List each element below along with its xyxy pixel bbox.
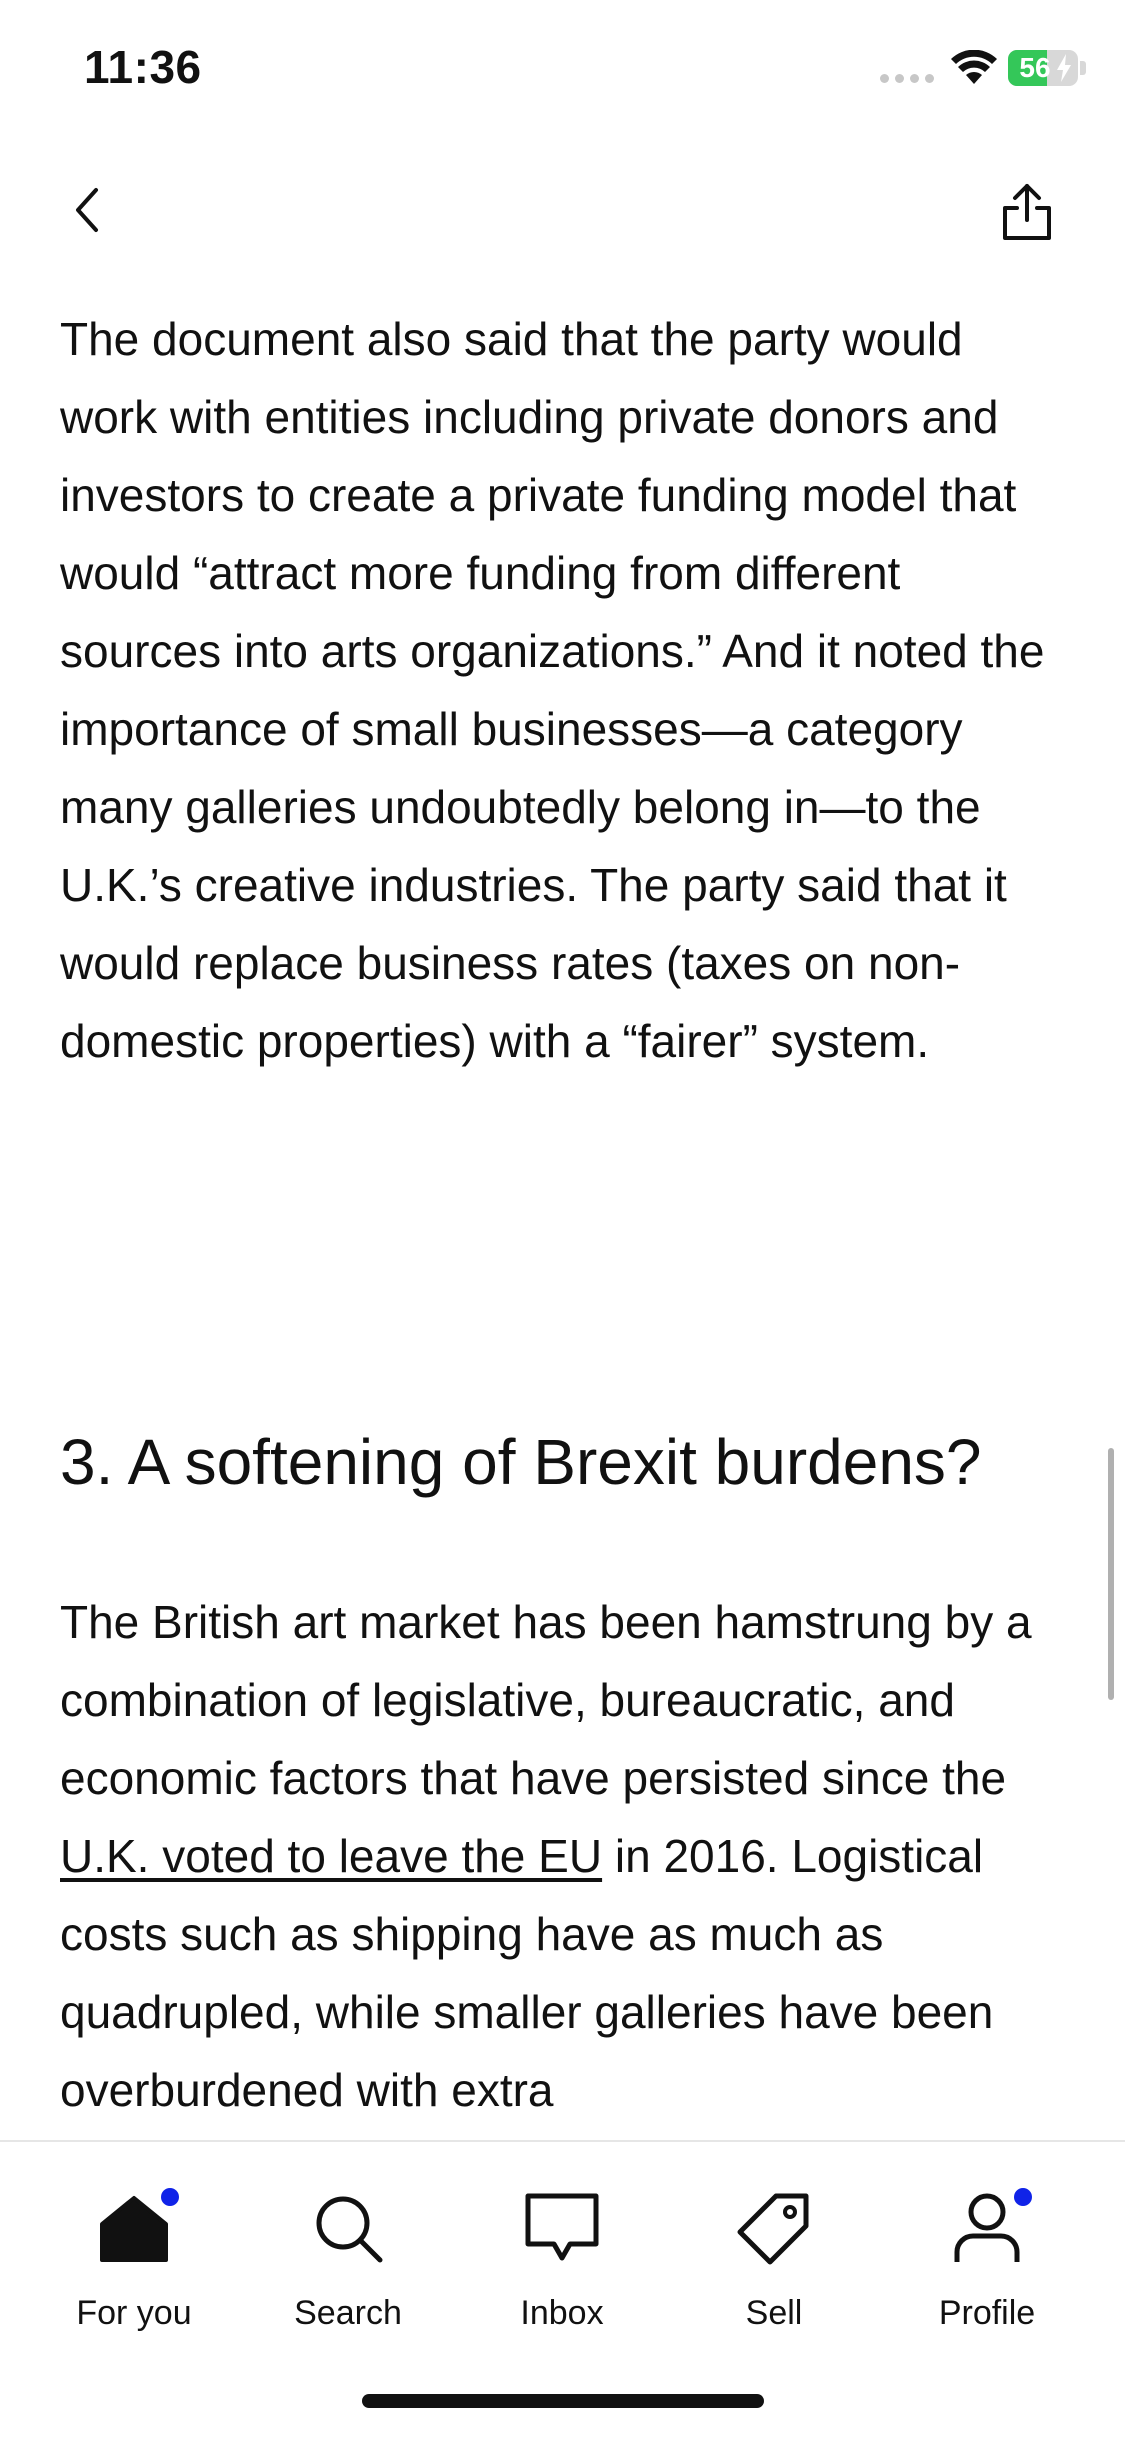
status-time: 11:36 [84, 41, 202, 93]
wifi-icon [950, 50, 998, 86]
chevron-left-icon [78, 190, 96, 230]
paragraph-text: in 2016. Logistical costs such as shipping have as much as quadrupled, while smaller galleries have been overburdened with extra [60, 1830, 994, 2116]
battery-icon [1008, 50, 1078, 86]
tab-inbox[interactable] [472, 2142, 652, 2342]
paragraph-text: The British art market has been hamstrung by a combination of legislative, bureaucratic, and economic factors that have persisted since the [60, 1596, 1032, 1804]
battery-level-text: 56 [1019, 52, 1051, 83]
back-button[interactable] [60, 180, 120, 240]
article-body [60, 300, 1070, 1080]
brexit-article-link[interactable]: U.K. voted to leave the EU [60, 1830, 603, 1882]
tab-label: For you [76, 2294, 192, 2332]
profile-icon [949, 2190, 1025, 2266]
notification-badge [161, 2188, 179, 2206]
tab-sell[interactable] [684, 2142, 864, 2342]
status-bar [0, 0, 1125, 140]
share-icon [1005, 186, 1049, 238]
tab-search[interactable] [258, 2142, 438, 2342]
article-paragraph [60, 1583, 1070, 2129]
cellular-signal-icon [880, 74, 934, 83]
article-paragraph: The document also said that the party would work with entities including private donors and investors to create a private funding model that would “attract more funding from different sources into arts organizations.” And it noted the importance of small businesses—a category many galleries undoubtedly belong in—to the U.K.’s creative industries. The party said that it would replace business rates (taxes on non-domestic properties) with a “fairer” system. [60, 313, 1045, 1067]
share-button[interactable] [995, 180, 1059, 244]
tab-label: Profile [938, 2294, 1036, 2332]
tab-label: Sell [745, 2294, 803, 2332]
inbox-icon [524, 2190, 600, 2266]
charging-bolt-icon [1056, 54, 1072, 82]
section-heading: 3. A softening of Brexit burdens? [60, 1426, 982, 1498]
tab-label: Search [294, 2294, 402, 2332]
tab-profile[interactable] [897, 2142, 1077, 2342]
tag-icon [736, 2190, 812, 2266]
top-navigation [0, 160, 1125, 260]
scrollbar[interactable] [1108, 1448, 1114, 1700]
home-indicator [362, 2394, 764, 2408]
notification-badge [1014, 2188, 1032, 2206]
tab-for-you[interactable] [44, 2142, 224, 2342]
battery-cap [1080, 61, 1086, 75]
tab-label: Inbox [520, 2294, 604, 2332]
home-icon [96, 2190, 172, 2266]
search-icon [310, 2190, 386, 2266]
